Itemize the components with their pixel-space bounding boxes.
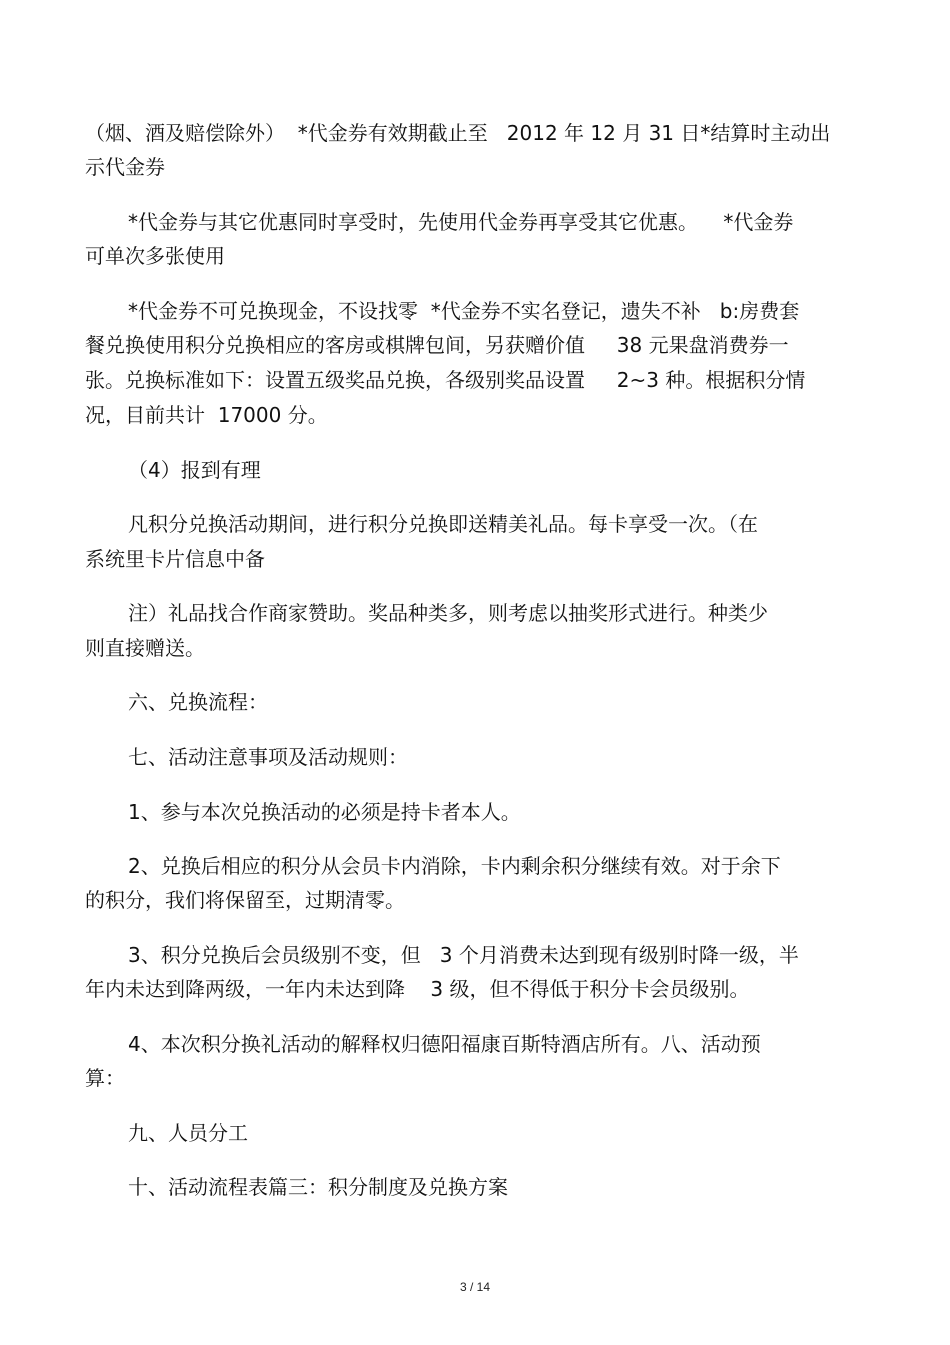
text-line: 注）礼品找合作商家赞助。奖品种类多，则考虑以抽奖形式进行。种类少 (128, 601, 768, 625)
text-line: 年内未达到降两级，一年内未达到降 3 级，但不得低于积分卡会员级别。 (85, 977, 750, 1001)
list-item: 1、参与本次兑换活动的必须是持卡者本人。 (128, 800, 521, 824)
text-line: 示代金券 (85, 155, 165, 179)
section-heading: 七、活动注意事项及活动规则： (128, 745, 408, 769)
text-line: 凡积分兑换活动期间，进行积分兑换即送精美礼品。每卡享受一次。（在 (128, 512, 758, 536)
text-line: *代金券不可兑换现金，不设找零 *代金券不实名登记，遗失不补 b:房费套 (128, 299, 800, 323)
text-line: （烟、酒及赔偿除外） *代金券有效期截止至 2012 年 12 月 31 日*结算时主动出 (85, 121, 831, 145)
text-line: 系统里卡片信息中备 (85, 547, 265, 571)
list-item: 3、积分兑换后会员级别不变，但 3 个月消费未达到现有级别时降一级，半 (128, 943, 799, 967)
section-heading: 六、兑换流程： (128, 690, 268, 714)
list-item: 4、本次积分换礼活动的解释权归德阳福康百斯特酒店所有。八、活动预 (128, 1032, 761, 1056)
section-heading: 十、活动流程表篇三：积分制度及兑换方案 (128, 1175, 508, 1199)
text-line: 则直接赠送。 (85, 636, 205, 660)
text-line: 餐兑换使用积分兑换相应的客房或棋牌包间，另获赠价值 38 元果盘消费券一 (85, 333, 789, 357)
text-line: 可单次多张使用 (85, 244, 225, 268)
text-line: 的积分，我们将保留至，过期清零。 (85, 888, 405, 912)
section-heading: （4）报到有理 (128, 458, 261, 482)
text-line: *代金券与其它优惠同时享受时，先使用代金券再享受其它优惠。 *代金券 (128, 210, 794, 234)
text-line: 张。兑换标准如下：设置五级奖品兑换，各级别奖品设置 2~3 种。根据积分情 (85, 368, 806, 392)
section-heading: 九、人员分工 (128, 1121, 248, 1145)
page-number: 3 / 14 (459, 1280, 491, 1294)
text-line: 况，目前共计 17000 分。 (85, 403, 328, 427)
text-line: 算： (85, 1066, 125, 1090)
list-item: 2、兑换后相应的积分从会员卡内消除，卡内剩余积分继续有效。对于余下 (128, 854, 781, 878)
